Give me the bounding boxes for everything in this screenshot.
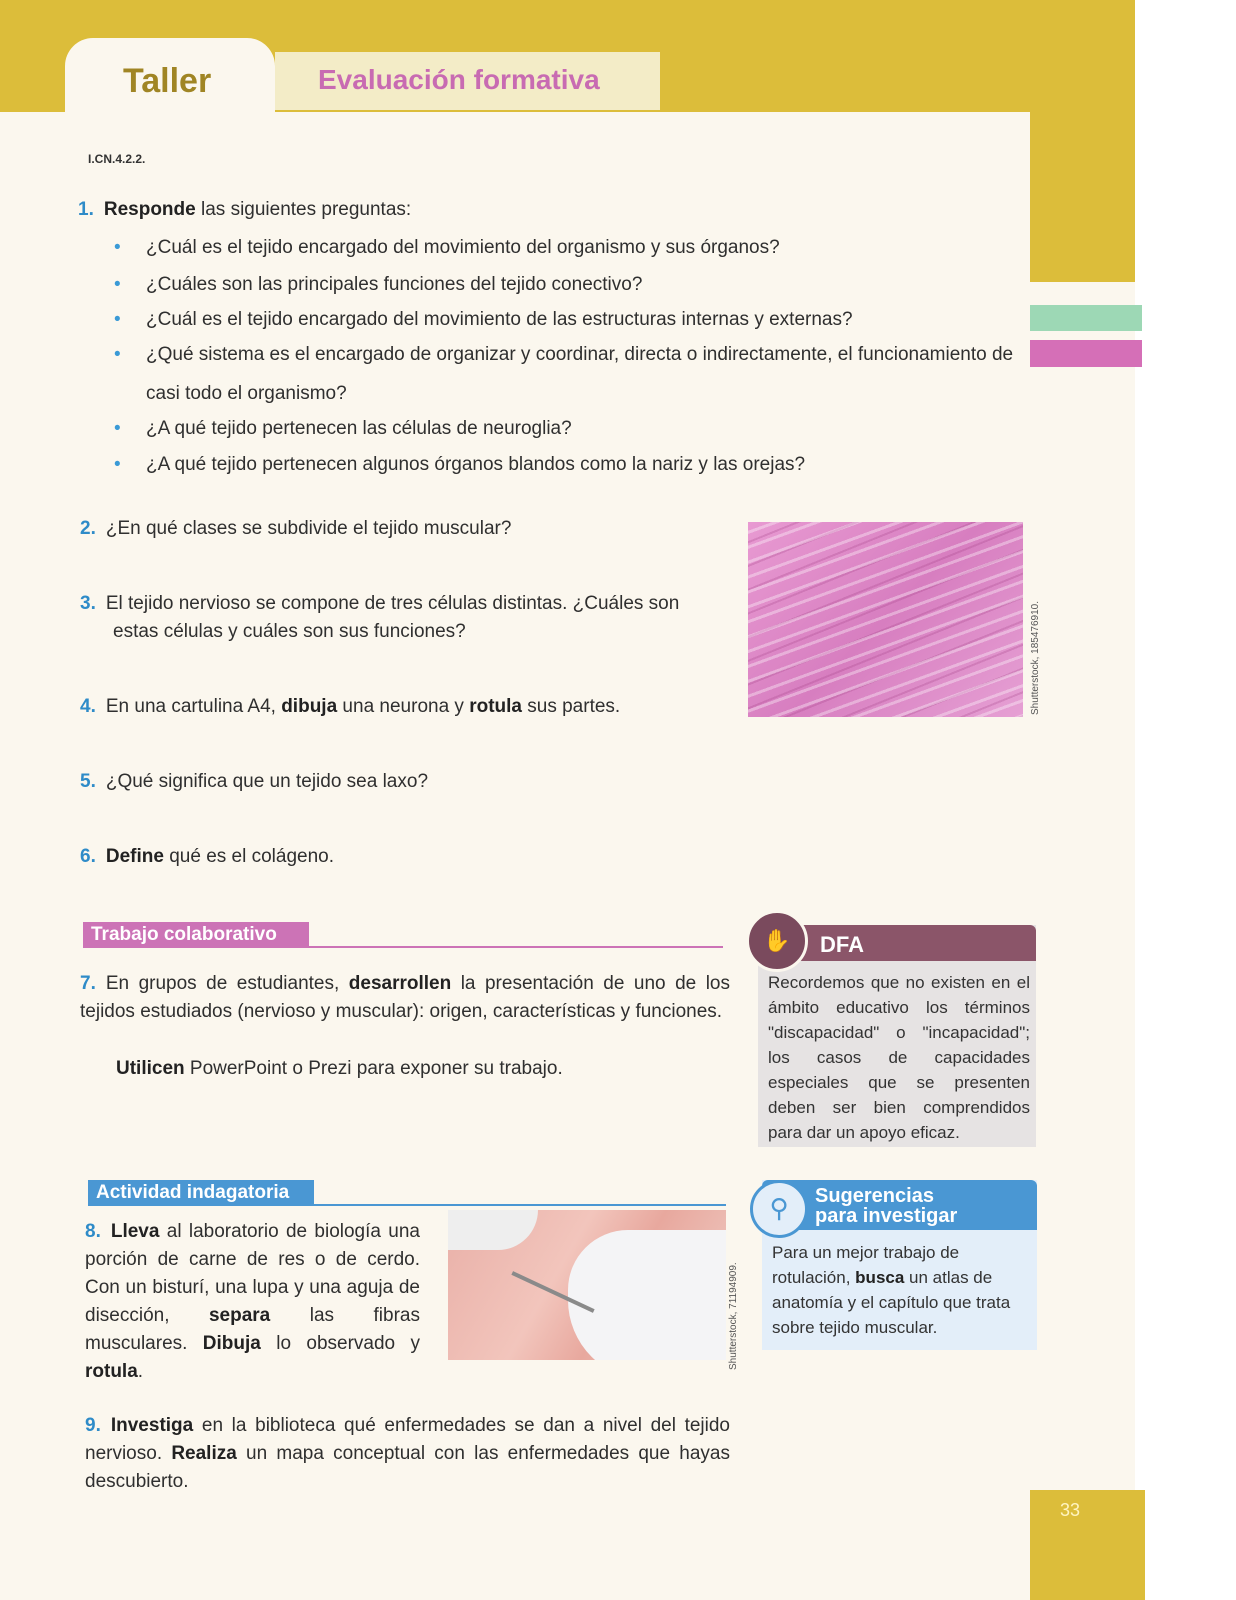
question-text: una neurona y — [337, 696, 470, 717]
sugerencias-text — [772, 1240, 1032, 1340]
list-item-text: ¿Cuál es el tejido encargado del movimiento del organismo y sus órganos? — [146, 237, 780, 258]
question-text: En grupos de estudiantes, — [105, 973, 349, 994]
instruction-verb: Investiga — [110, 1415, 194, 1436]
instruction-verb: Dibuja — [202, 1333, 261, 1354]
question-1 — [78, 196, 978, 224]
question-3-continuation — [113, 618, 733, 646]
question-text: . — [137, 1361, 144, 1382]
dfa-text: Recordemos que no existen en el ámbito educativo los términos "discapacidad" o "incapacidad"; los casos de capacidades especiales que se presenten deben ser bien comprendidos para dar un apoyo eficaz. — [768, 973, 1030, 1142]
meat-dissection-photo — [448, 1210, 726, 1360]
question-number: 9. — [85, 1415, 101, 1436]
sugerencias-title — [815, 1186, 957, 1226]
list-item — [114, 341, 1026, 369]
edge-tab-pink — [1030, 340, 1142, 367]
question-text: la presentación de uno de los tejidos estudiados (nervioso y muscular): origen, características y funciones. — [80, 973, 731, 1022]
question-5 — [80, 768, 730, 796]
question-6 — [80, 843, 730, 871]
question-7 — [80, 970, 730, 1026]
instruction-verb: Lleva — [110, 1221, 160, 1242]
section-divider — [298, 1204, 726, 1206]
question-number: 6. — [80, 846, 96, 867]
question-text: un mapa conceptual con las enfermedades que hayas descubierto. — [85, 1443, 730, 1492]
tab-taller-label: Taller — [123, 62, 212, 100]
question-text: lo observado y — [260, 1333, 420, 1354]
edge-tab-green — [1030, 305, 1142, 331]
question-number: 8. — [85, 1221, 101, 1242]
photo-credit: Shutterstock, 185476910. — [1030, 601, 1041, 715]
question-text: En una cartulina A4, — [105, 696, 282, 717]
list-item-continuation — [146, 380, 1016, 408]
question-number: 1. — [78, 199, 94, 220]
dfa-title: DFA — [820, 932, 864, 957]
list-item-text: ¿A qué tejido pertenecen las células de neuroglia? — [146, 418, 572, 439]
list-item-text: ¿Cuál es el tejido encargado del movimiento de las estructuras internas y externas? — [146, 309, 853, 330]
question-text: ¿En qué clases se subdivide el tejido muscular? — [105, 518, 512, 539]
section-trabajo-colaborativo: Trabajo colaborativo — [83, 922, 309, 948]
question-text: al laboratorio de biología una porción de carne de res o de cerdo. Con un bisturí, una lupa y una aguja de disección, — [85, 1221, 420, 1326]
question-text: qué es el colágeno. — [163, 846, 335, 867]
bullet-icon: • — [114, 237, 121, 258]
sugerencias-title-line: Sugerencias — [815, 1185, 934, 1207]
criterion-code: I.CN.4.2.2. — [88, 152, 146, 166]
glove-shape — [448, 1210, 538, 1250]
sugerencias-title-line: para investigar — [815, 1205, 958, 1227]
list-item — [114, 451, 1016, 479]
question-4 — [80, 693, 730, 721]
list-item — [114, 415, 1016, 443]
bullet-icon: • — [114, 309, 121, 330]
page-number: 33 — [1059, 1500, 1081, 1520]
photo-credit: Shutterstock, 71194909. — [728, 1262, 739, 1370]
question-number: 2. — [80, 518, 96, 539]
bullet-icon: • — [114, 418, 121, 439]
sugerencias-text-part: Para un mejor trabajo de rotulación, — [772, 1243, 960, 1287]
question-text: las siguientes preguntas: — [195, 199, 412, 220]
list-item-text: ¿Qué sistema es el encargado de organizar y coordinar, directa o indirectamente, el funcionamiento de — [146, 344, 1014, 365]
instruction-verb: Responde — [103, 199, 196, 220]
list-item-text: ¿A qué tejido pertenecen algunos órganos blandos como la nariz y las orejas? — [146, 454, 806, 475]
magnifier-icon: ⚲ — [750, 1180, 808, 1238]
muscle-tissue-micrograph — [748, 522, 1023, 717]
instruction-verb: busca — [855, 1268, 905, 1287]
question-text: las fibras musculares. — [85, 1305, 420, 1354]
list-item — [114, 271, 1016, 299]
bullet-icon: • — [114, 274, 121, 295]
page-margin — [1135, 0, 1236, 1600]
right-band — [1030, 100, 1135, 282]
bullet-icon: • — [114, 454, 121, 475]
question-number: 3. — [80, 593, 96, 614]
instruction-verb: Utilicen — [116, 1058, 185, 1079]
list-item — [114, 306, 1016, 334]
question-text: estas células y cuáles son sus funciones? — [113, 621, 466, 642]
question-text: PowerPoint o Prezi para exponer su trabajo. — [184, 1058, 563, 1079]
list-item-text: ¿Cuáles son las principales funciones del tejido conectivo? — [146, 274, 643, 295]
instruction-verb: Define — [105, 846, 164, 867]
question-number: 5. — [80, 771, 96, 792]
sugerencias-text-part: un atlas de anatomía y el capítulo que trata sobre tejido muscular. — [772, 1268, 1011, 1337]
section-divider — [293, 946, 723, 948]
question-2 — [80, 515, 720, 543]
question-9 — [85, 1412, 730, 1496]
instruction-verb: desarrollen — [348, 973, 452, 994]
instruction-verb: rotula — [85, 1361, 138, 1382]
list-item — [114, 234, 1016, 262]
tab-evaluacion-label: Evaluación formativa — [318, 64, 600, 95]
instruction-verb: Realiza — [171, 1443, 237, 1464]
section-actividad-indagatoria: Actividad indagatoria — [88, 1180, 314, 1206]
question-7-instruction — [116, 1055, 736, 1083]
question-text: en la biblioteca qué enfermedades se dan a nivel del tejido nervioso. — [85, 1415, 730, 1464]
bullet-icon: • — [114, 344, 121, 365]
question-text: ¿Qué significa que un tejido sea laxo? — [105, 771, 429, 792]
instruction-verb: separa — [208, 1305, 271, 1326]
question-text: sus partes. — [521, 696, 621, 717]
question-3 — [80, 590, 730, 618]
question-number: 4. — [80, 696, 96, 717]
hands-icon: ✋ — [746, 910, 808, 972]
list-item-text: casi todo el organismo? — [146, 383, 347, 404]
question-text: El tejido nervioso se compone de tres células distintas. ¿Cuáles son — [105, 593, 680, 614]
instruction-verb: rotula — [469, 696, 522, 717]
question-number: 7. — [80, 973, 96, 994]
glove-shape — [568, 1230, 726, 1360]
question-8 — [85, 1218, 420, 1386]
instruction-verb: dibuja — [281, 696, 338, 717]
